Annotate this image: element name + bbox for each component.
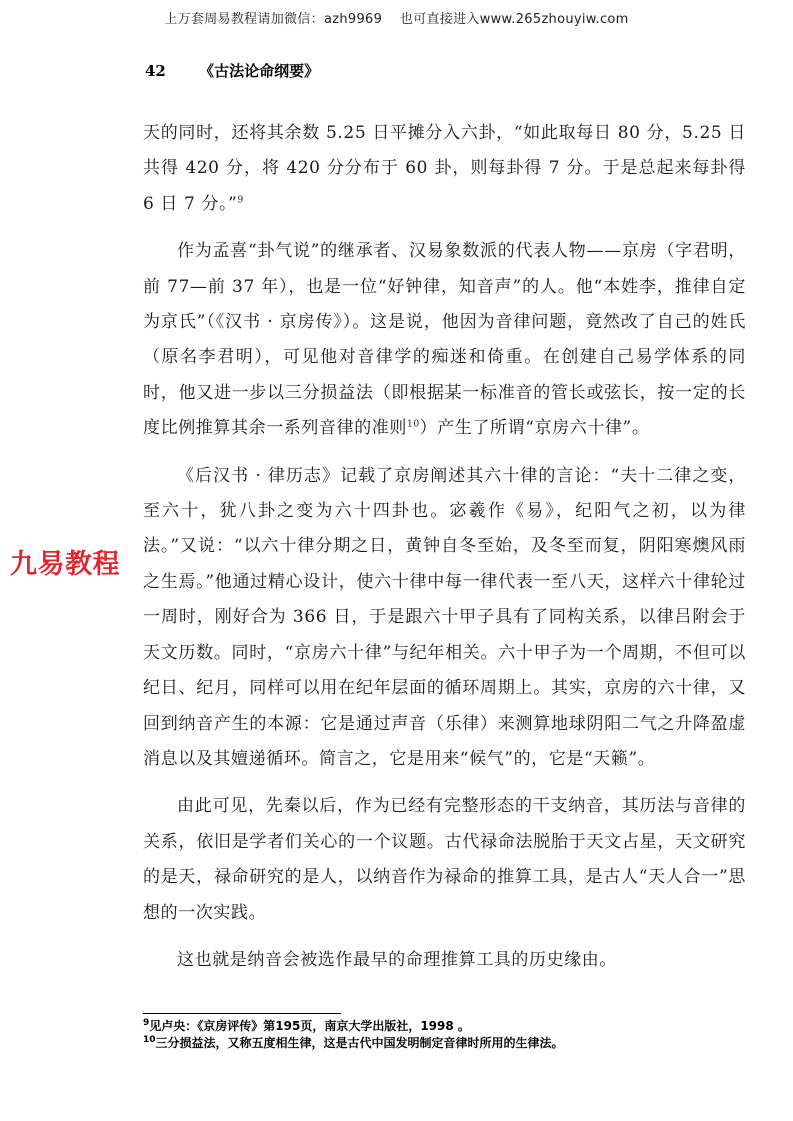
footnote-9 <box>143 1018 743 1035</box>
paragraph-2 <box>143 234 746 446</box>
body-text <box>143 116 746 978</box>
footnote-ref-9: 9 <box>237 195 244 206</box>
footnote-divider <box>143 1013 341 1014</box>
paragraph-1 <box>143 116 746 222</box>
paragraph-3: 《后汉书 · 律历志》记载了京房阐述其六十律的言论：“夫十二律之变，至六十，犹八卦之变为六十四卦也。宓羲作《易》，纪阳气之初，以为律法。”又说：“以六十律分期之日，黄钟自冬至始，及冬至而复，阴阳寒燠风雨之生焉。”他通过精心设计，使六十律中每一律代表一至八天，这样六十律轮过一周时，刚好合为 366 日，于是跟六十甲子具有了同构关系，以律吕附会于天文历数。同时，“京房六十律”与纪年相关。六十甲子为一个周期，不但可以纪日、纪月，同样可以用在纪年层面的循环周期上。其实，京房的六十律，又回到纳音产生的本源：它是通过声音（乐律）来测算地球阴阳二气之升降盈虚消息以及其嬗递循环。简言之，它是用来“候气”的，它是“天籁”。 <box>143 465 746 769</box>
paragraph-5: 这也就是纳音会被选作最早的命理推算工具的历史缘由。 <box>177 949 617 970</box>
footnote-10-number: 10 <box>143 1035 156 1045</box>
footnotes <box>143 1018 743 1052</box>
paragraph-2-text: 作为孟喜“卦气说”的继承者、汉易象数派的代表人物——京房（字君明，前 77—前 37 年），也是一位“好钟律，知音声”的人。他“本姓李，推律自定为京氏”（《汉书 · 京房传》）。这是说，他因为音律问题，竟然改了自己的姓氏（原名李君明），可见他对音律学的痴迷和倚重。在创建自己易学体系的同时，他又进一步以三分损益法（即根据某一标准音的管长或弦长，按一定的长度比例推算其余一系列音律的准则 <box>143 241 746 439</box>
footnote-10-text: 三分损益法，又称五度相生律，这是古代中国发明制定音律时所用的生律法。 <box>155 1036 564 1050</box>
watermark-header: 上万套周易教程请加微信：azh9969 也可直接进入www.265zhouyiw.com <box>164 12 629 27</box>
footnote-ref-10: 10 <box>407 419 420 430</box>
paragraph-2-tail: ）产生了所谓“京房六十律”。 <box>419 418 650 439</box>
running-head <box>145 60 319 81</box>
side-logo: 九易教程 <box>10 549 120 580</box>
footnote-10 <box>143 1035 743 1052</box>
page-number: 42 <box>145 62 166 80</box>
book-title: 《古法论命纲要》 <box>199 62 320 80</box>
footnote-9-number: 9 <box>143 1018 150 1028</box>
paragraph-1-text: 天的同时，还将其余数 5.25 日平摊分入六卦，“如此取每日 80 分，5.25 日共得 420 分，将 420 分分布于 60 卦，则每卦得 7 分。于是总起来每卦得 6 日 7 分。” <box>143 123 746 214</box>
footnote-9-text: 见卢央：《京房评传》第195页，南京大学出版社，1998 。 <box>149 1019 470 1033</box>
paragraph-4: 由此可见，先秦以后，作为已经有完整形态的干支纳音，其历法与音律的关系，依旧是学者们关心的一个议题。古代禄命法脱胎于天文占星，天文研究的是天，禄命研究的是人，以纳音作为禄命的推算工具，是古人“天人合一”思想的一次实践。 <box>143 796 746 923</box>
